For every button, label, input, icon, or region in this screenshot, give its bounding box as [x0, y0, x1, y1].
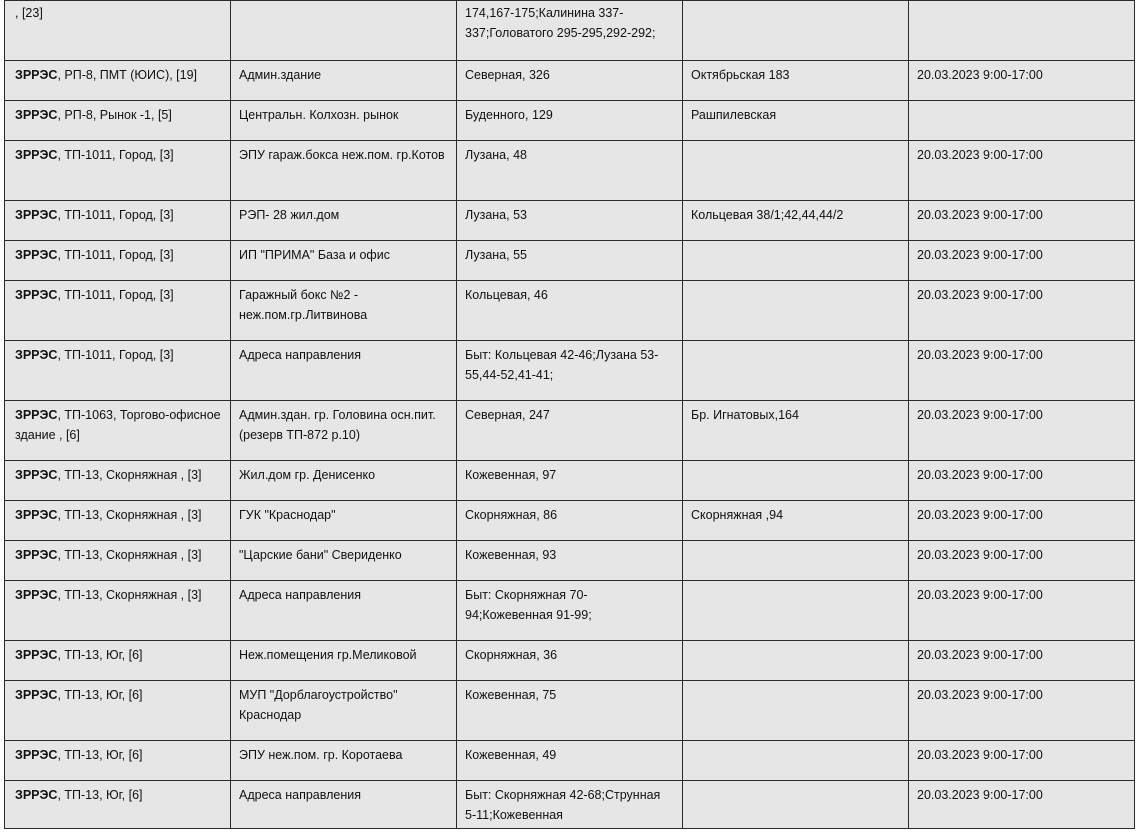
- table-row: [5, 201, 1135, 241]
- grid-cell-c3: Кожевенная, 75: [457, 681, 683, 741]
- grid-cell-c1: ЗРРЭС, ТП-13, Юг, [6]: [5, 781, 231, 829]
- table-row: [5, 681, 1135, 741]
- grid-cell-c2: РЭП- 28 жил.дом: [231, 201, 457, 241]
- table-row: [5, 641, 1135, 681]
- grid-cell-c5: 20.03.2023 9:00-17:00: [909, 781, 1135, 829]
- grid-cell-c1: , [23]: [5, 1, 231, 61]
- outage-table-container: [4, 0, 1134, 829]
- table-row: [5, 581, 1135, 641]
- table-row: [5, 141, 1135, 201]
- grid-cell-c5: 20.03.2023 9:00-17:00: [909, 681, 1135, 741]
- grid-cell-c4: [683, 681, 909, 741]
- grid-cell-c1: ЗРРЭС, РП-8, ПМТ (ЮИС), [19]: [5, 61, 231, 101]
- grid-cell-c4: [683, 461, 909, 501]
- grid-cell-c3: Кожевенная, 49: [457, 741, 683, 781]
- grid-cell-c4: [683, 641, 909, 681]
- grid-cell-c1: ЗРРЭС, ТП-1011, Город, [3]: [5, 201, 231, 241]
- grid-cell-c1: ЗРРЭС, ТП-1011, Город, [3]: [5, 341, 231, 401]
- grid-cell-c5: 20.03.2023 9:00-17:00: [909, 401, 1135, 461]
- table-row: [5, 401, 1135, 461]
- grid-cell-c1: ЗРРЭС, ТП-13, Скорняжная , [3]: [5, 501, 231, 541]
- table-row: [5, 241, 1135, 281]
- grid-cell-c5: 20.03.2023 9:00-17:00: [909, 241, 1135, 281]
- grid-cell-c2: Админ.здан. гр. Головина осн.пит.(резерв ТП-872 р.10): [231, 401, 457, 461]
- grid-cell-c4: Октябрьская 183: [683, 61, 909, 101]
- grid-cell-c5: 20.03.2023 9:00-17:00: [909, 461, 1135, 501]
- grid-cell-c1: ЗРРЭС, ТП-1063, Торгово-офисное здание , [6]: [5, 401, 231, 461]
- grid-cell-c2: ИП "ПРИМА" База и офис: [231, 241, 457, 281]
- grid-cell-c2: Гаражный бокс №2 - неж.пом.гр.Литвинова: [231, 281, 457, 341]
- table-row: [5, 501, 1135, 541]
- table-row: [5, 741, 1135, 781]
- grid-cell-c1: ЗРРЭС, ТП-13, Скорняжная , [3]: [5, 541, 231, 581]
- grid-cell-c4: [683, 781, 909, 829]
- table-row: [5, 1, 1135, 61]
- table-row: [5, 61, 1135, 101]
- grid-cell-c3: Лузана, 48: [457, 141, 683, 201]
- outage-table: [4, 0, 1135, 829]
- grid-cell-c3: Быт: Скорняжная 70-94;Кожевенная 91-99;: [457, 581, 683, 641]
- grid-cell-c2: Адреса направления: [231, 341, 457, 401]
- grid-cell-c2: Адреса направления: [231, 581, 457, 641]
- grid-cell-c5: 20.03.2023 9:00-17:00: [909, 541, 1135, 581]
- grid-cell-c2: Админ.здание: [231, 61, 457, 101]
- grid-cell-c5: [909, 1, 1135, 61]
- grid-cell-c1: ЗРРЭС, ТП-13, Юг, [6]: [5, 641, 231, 681]
- grid-cell-c3: 174,167-175;Калинина 337-337;Головатого 295-295,292-292;: [457, 1, 683, 61]
- grid-cell-c2: Адреса направления: [231, 781, 457, 829]
- grid-cell-c2: "Царские бани" Свериденко: [231, 541, 457, 581]
- grid-cell-c5: 20.03.2023 9:00-17:00: [909, 201, 1135, 241]
- table-row: [5, 101, 1135, 141]
- grid-cell-c2: Центральн. Колхозн. рынок: [231, 101, 457, 141]
- grid-cell-c4: [683, 241, 909, 281]
- grid-cell-c3: Северная, 326: [457, 61, 683, 101]
- grid-cell-c3: Скорняжная, 86: [457, 501, 683, 541]
- grid-cell-c3: Кольцевая, 46: [457, 281, 683, 341]
- table-row: [5, 541, 1135, 581]
- table-body: [5, 1, 1135, 829]
- table-row: [5, 461, 1135, 501]
- grid-cell-c3: Кожевенная, 93: [457, 541, 683, 581]
- table-row: [5, 281, 1135, 341]
- grid-cell-c3: Буденного, 129: [457, 101, 683, 141]
- grid-cell-c4: [683, 281, 909, 341]
- grid-cell-c5: 20.03.2023 9:00-17:00: [909, 741, 1135, 781]
- grid-cell-c2: ЭПУ гараж.бокса неж.пом. гр.Котов: [231, 141, 457, 201]
- grid-cell-c4: Кольцевая 38/1;42,44,44/2: [683, 201, 909, 241]
- grid-cell-c3: Лузана, 53: [457, 201, 683, 241]
- grid-cell-c1: ЗРРЭС, ТП-1011, Город, [3]: [5, 281, 231, 341]
- grid-cell-c4: [683, 141, 909, 201]
- grid-cell-c3: Быт: Кольцевая 42-46;Лузана 53-55,44-52,41-41;: [457, 341, 683, 401]
- grid-cell-c5: 20.03.2023 9:00-17:00: [909, 341, 1135, 401]
- grid-cell-c4: [683, 341, 909, 401]
- grid-cell-c4: [683, 741, 909, 781]
- grid-cell-c1: ЗРРЭС, ТП-13, Скорняжная , [3]: [5, 581, 231, 641]
- grid-cell-c5: 20.03.2023 9:00-17:00: [909, 281, 1135, 341]
- grid-cell-c4: [683, 541, 909, 581]
- grid-cell-c4: Рашпилевская: [683, 101, 909, 141]
- grid-cell-c1: ЗРРЭС, ТП-13, Юг, [6]: [5, 681, 231, 741]
- grid-cell-c5: [909, 101, 1135, 141]
- grid-cell-c3: Кожевенная, 97: [457, 461, 683, 501]
- grid-cell-c1: ЗРРЭС, ТП-1011, Город, [3]: [5, 141, 231, 201]
- grid-cell-c2: Неж.помещения гр.Меликовой: [231, 641, 457, 681]
- grid-cell-c5: 20.03.2023 9:00-17:00: [909, 141, 1135, 201]
- grid-cell-c1: ЗРРЭС, ТП-1011, Город, [3]: [5, 241, 231, 281]
- table-row: [5, 781, 1135, 829]
- grid-cell-c2: ГУК "Краснодар": [231, 501, 457, 541]
- grid-cell-c3: Лузана, 55: [457, 241, 683, 281]
- grid-cell-c2: [231, 1, 457, 61]
- grid-cell-c3: Скорняжная, 36: [457, 641, 683, 681]
- grid-cell-c2: МУП "Дорблагоустройство" Краснодар: [231, 681, 457, 741]
- grid-cell-c1: ЗРРЭС, РП-8, Рынок -1, [5]: [5, 101, 231, 141]
- grid-cell-c5: 20.03.2023 9:00-17:00: [909, 61, 1135, 101]
- table-row: [5, 341, 1135, 401]
- grid-cell-c4: [683, 581, 909, 641]
- grid-cell-c4: Скорняжная ,94: [683, 501, 909, 541]
- grid-cell-c4: [683, 1, 909, 61]
- grid-cell-c3: Северная, 247: [457, 401, 683, 461]
- grid-cell-c4: Бр. Игнатовых,164: [683, 401, 909, 461]
- grid-cell-c5: 20.03.2023 9:00-17:00: [909, 641, 1135, 681]
- grid-cell-c1: ЗРРЭС, ТП-13, Скорняжная , [3]: [5, 461, 231, 501]
- grid-cell-c1: ЗРРЭС, ТП-13, Юг, [6]: [5, 741, 231, 781]
- grid-cell-c3: Быт: Скорняжная 42-68;Струнная 5-11;Кожевенная: [457, 781, 683, 829]
- grid-cell-c5: 20.03.2023 9:00-17:00: [909, 501, 1135, 541]
- grid-cell-c2: Жил.дом гр. Денисенко: [231, 461, 457, 501]
- grid-cell-c2: ЭПУ неж.пом. гр. Коротаева: [231, 741, 457, 781]
- grid-cell-c5: 20.03.2023 9:00-17:00: [909, 581, 1135, 641]
